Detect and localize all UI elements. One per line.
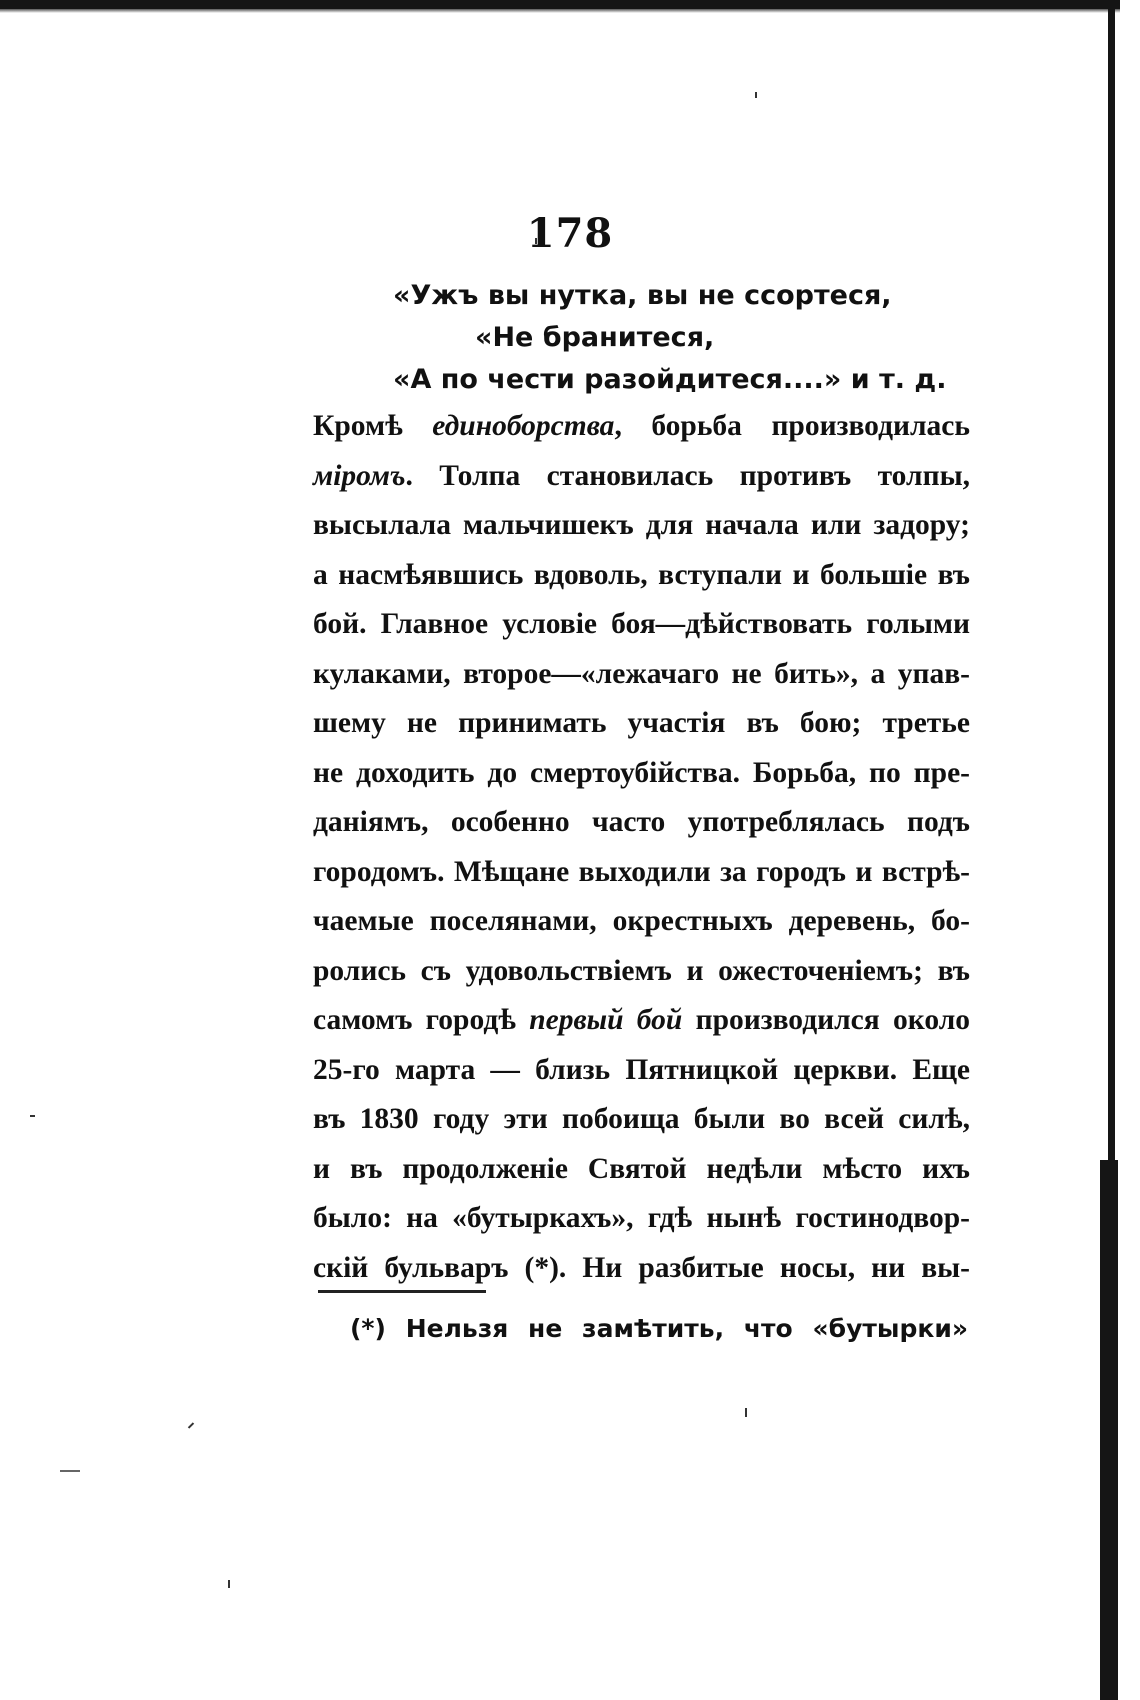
text-line: бой. Главное условіе боя—дѣйствовать голыми: [313, 608, 970, 640]
text-line: не доходить до смертоубійства. Борьба, по пре-: [313, 756, 970, 789]
text-line: ролись съ удовольствіемъ и ожесточеніемъ; въ: [313, 954, 970, 987]
emphasis: единоборства: [432, 410, 615, 442]
text-line: шему не принимать участія въ бою; третье: [313, 707, 970, 739]
verse-line: «Ужъ вы нутка, вы не ссортеся,: [393, 280, 892, 311]
scan-speck: [745, 1408, 747, 1417]
text-line: 25-го марта — близь Пятницкой церкви. Еще: [313, 1053, 970, 1086]
scan-speck: [228, 1580, 230, 1588]
scan-speck: [60, 1470, 80, 1472]
text-line: даніямъ, особенно часто употреблялась подъ: [313, 806, 970, 838]
page-number: 178: [526, 210, 614, 257]
main-paragraph: [313, 402, 970, 1293]
footnote-divider: [318, 1290, 486, 1293]
footnote: (*) Нельзя не замѣтить, что «бутырки»: [350, 1314, 968, 1343]
verse-line: «Не бранитеся,: [475, 322, 715, 353]
scan-speck: [755, 92, 757, 98]
text-line: было: на «бутыркахъ», гдѣ нынѣ гостинодвор-: [313, 1202, 970, 1234]
text-line: скій бульваръ (*). Ни разбитые носы, ни вы-: [313, 1251, 970, 1284]
text-line: высылала мальчишекъ для начала или задору;: [313, 509, 970, 541]
text-line: а насмѣявшись вдоволь, вступали и большіе въ: [313, 558, 970, 591]
verse-line: «А по чести разойдитеся....» и т. д.: [393, 364, 947, 395]
scan-speck: [30, 1115, 35, 1117]
text-line: и въ продолженіе Святой недѣли мѣсто ихъ: [313, 1152, 970, 1185]
text-line: городомъ. Мѣщане выходили за городъ и встрѣ-: [313, 855, 970, 888]
scan-edge-shadow: [0, 9, 1120, 13]
text-line: міромъ. Толпа становилась противъ толпы,: [313, 459, 970, 492]
emphasis: первый бой: [529, 1004, 683, 1036]
text-line: чаемые поселянами, окрестныхъ деревень, бо-: [313, 905, 970, 937]
scan-edge-right-shadow: [1100, 1160, 1118, 1700]
scan-edge-top: [0, 0, 1120, 9]
scan-speck: [188, 1422, 194, 1428]
text-line: кулаками, второе—«лежачаго не бить», а упав-: [313, 657, 970, 690]
text-line: Кромѣ единоборства, борьба производилась: [313, 410, 970, 442]
emphasis: міромъ: [313, 459, 406, 492]
text-line: самомъ городѣ первый бой производился около: [313, 1004, 971, 1036]
text-line: въ 1830 году эти побоища были во всей силѣ,: [313, 1103, 970, 1135]
